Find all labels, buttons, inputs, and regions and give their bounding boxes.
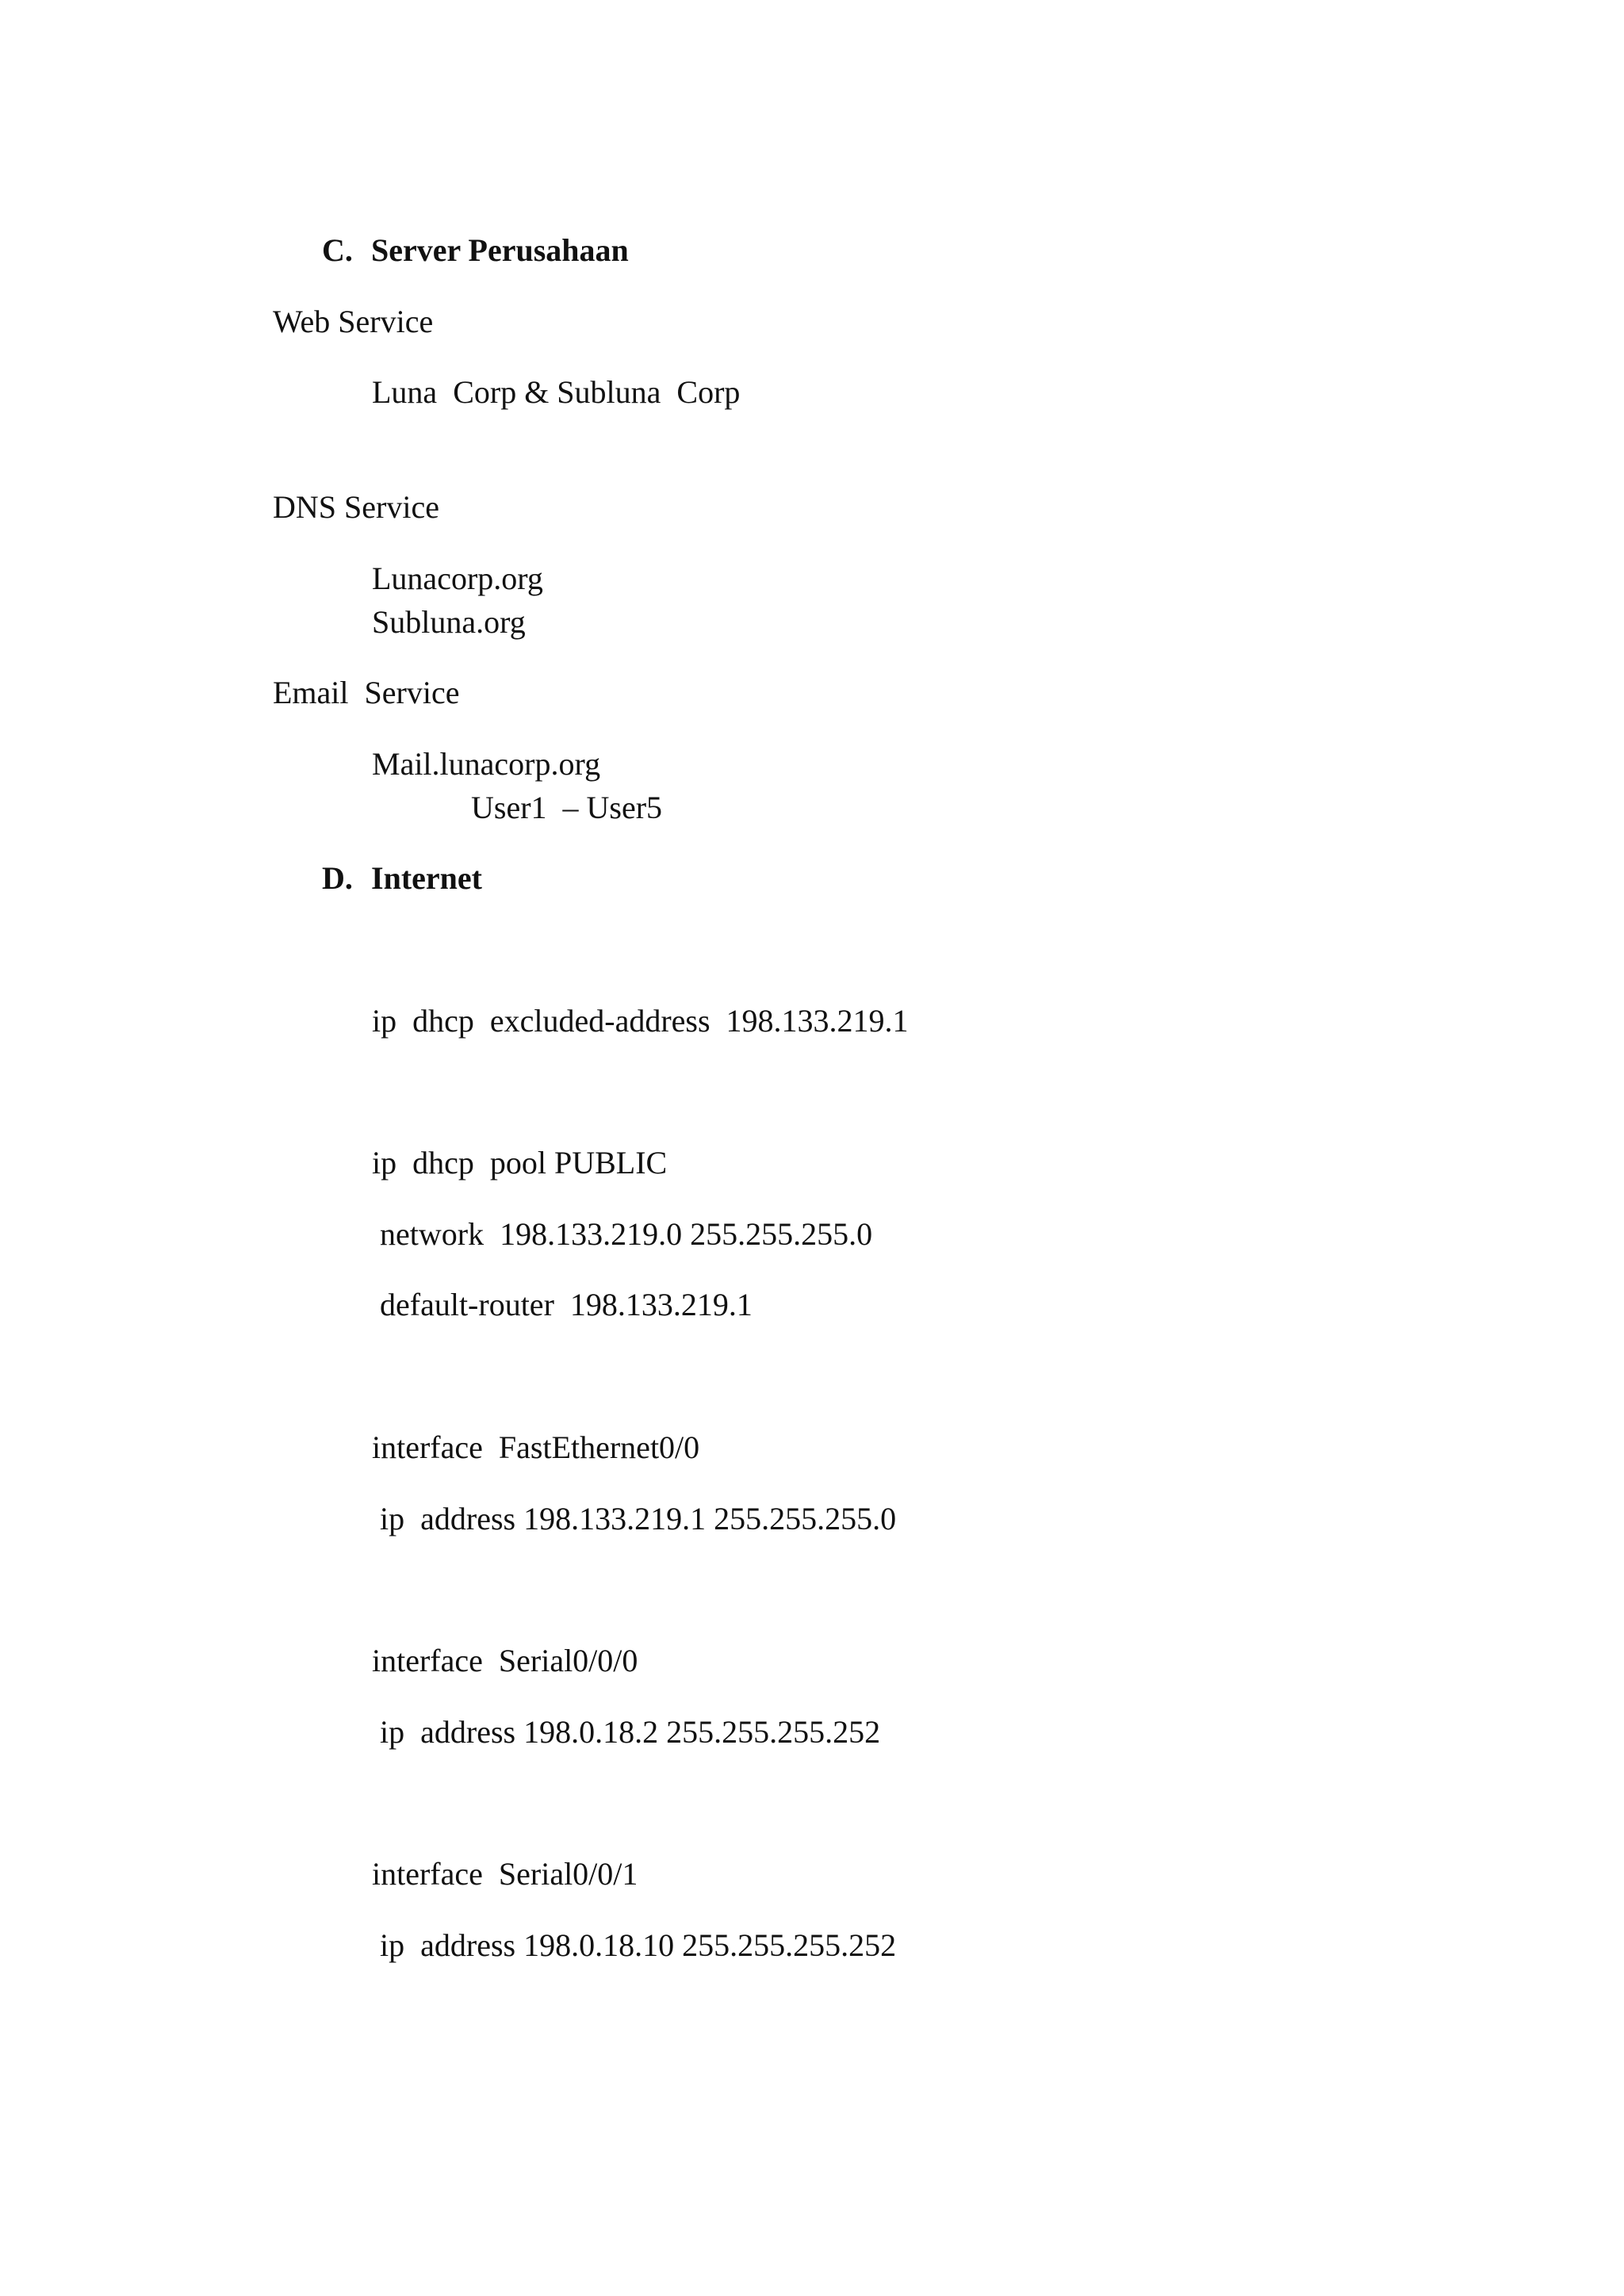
config-line: network 198.133.219.0 255.255.255.0 — [372, 1216, 873, 1252]
section-d-heading — [322, 860, 482, 896]
email-users: User1 – User5 — [471, 790, 663, 825]
dns-domain: Lunacorp.org — [372, 561, 543, 596]
section-c-number: C. — [322, 232, 353, 268]
config-line: interface Serial0/0/0 — [372, 1643, 638, 1678]
config-line: ip dhcp pool PUBLIC — [372, 1145, 668, 1181]
config-line: ip address 198.133.219.1 255.255.255.0 — [372, 1501, 897, 1536]
dns-service-label: DNS Service — [273, 489, 439, 525]
web-service-label: Web Service — [273, 304, 434, 339]
config-line: ip address 198.0.18.2 255.255.255.252 — [372, 1714, 881, 1750]
config-line: interface FastEthernet0/0 — [372, 1429, 700, 1465]
web-service-value: Luna Corp & Subluna Corp — [372, 374, 741, 410]
config-line: interface Serial0/0/1 — [372, 1856, 638, 1892]
email-server: Mail.lunacorp.org — [372, 746, 601, 782]
section-d-title: Internet — [371, 860, 482, 896]
config-line: ip address 198.0.18.10 255.255.255.252 — [372, 1927, 897, 1963]
section-c-title: Server Perusahaan — [371, 232, 629, 268]
dns-domain: Subluna.org — [372, 604, 526, 640]
config-line: default-router 198.133.219.1 — [372, 1287, 753, 1322]
email-service-label: Email Service — [273, 675, 460, 710]
config-line: ip dhcp excluded-address 198.133.219.1 — [372, 1003, 909, 1039]
section-d-number: D. — [322, 860, 353, 896]
section-c-heading — [322, 232, 629, 268]
